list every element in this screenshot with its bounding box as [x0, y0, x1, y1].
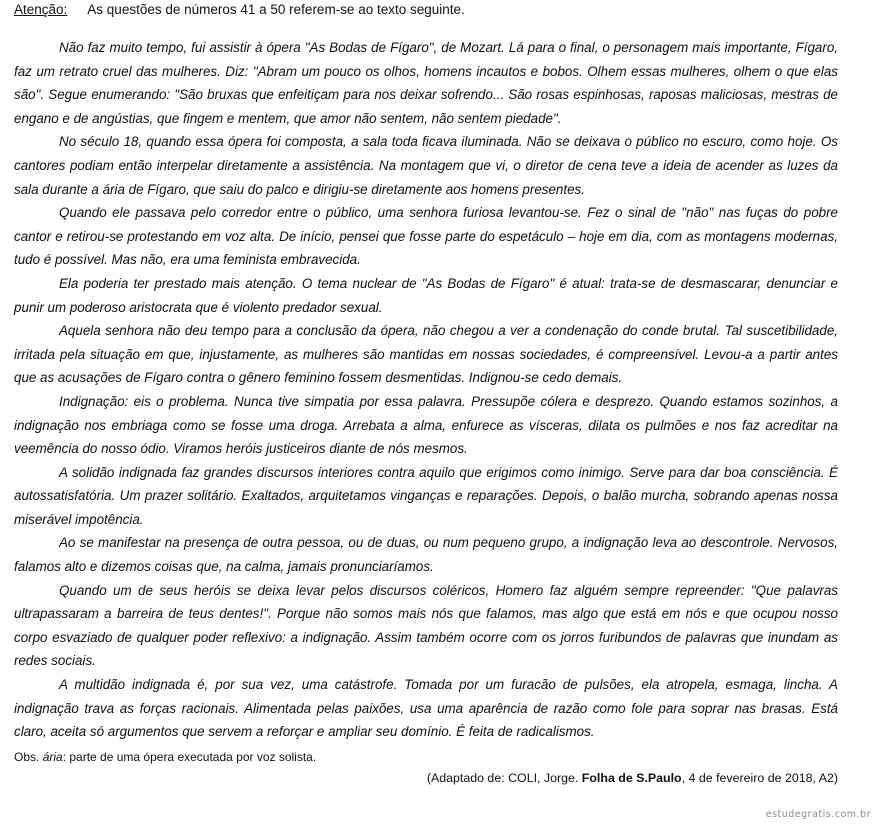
instruction-header	[14, 2, 465, 17]
paragraph-2: No século 18, quando essa ópera foi composta, a sala toda ficava iluminada. Não se deixava o público no escuro, como hoje. Os cantores podiam então interpelar diretamente a assistência. Na montagem que vi, o diretor de cena teve a ideia de acender as luzes da sala durante a ária de Fígaro, que saiu do palco e dirigiu-se diretamente aos homens presentes.	[14, 134, 838, 197]
note-prefix: Obs.	[14, 750, 43, 764]
paragraph-9: Quando um de seus heróis se deixa levar pelos discursos coléricos, Homero faz alguém sempre repreender: "Que palavras ultrapassaram a barreira de teus dentes!". Porque não somos mais nós que falamos, mas algo que está em nós e que ocupou nosso corpo esvaziado de qualquer poder reflexivo: a indignação. Assim também ocorre com os jorros furibundos de palavras que inundam as redes sociais.	[14, 582, 838, 669]
paragraph-8: Ao se manifestar na presença de outra pessoa, ou de duas, ou num pequeno grupo, a indignação leva ao descontrole. Nervosos, falamos alto e dizemos coisas que, na calma, jamais pronunciaríamos.	[14, 535, 838, 575]
attention-label: Atenção:	[14, 2, 68, 17]
paragraph-4: Ela poderia ter prestado mais atenção. O tema nuclear de "As Bodas de Fígaro" é atual: trata-se de desmascarar, denunciar e punir um poderoso aristocrata que é violento predador sexual.	[14, 275, 838, 315]
article-text	[14, 36, 838, 744]
paragraph-3: Quando ele passava pelo corredor entre o público, uma senhora furiosa levantou-se. Fez o sinal de "não" nas fuças do pobre cantor e retirou-se protestando em voz alta. De início, pensei que fosse parte do espetáculo – hoje em dia, com as montagens modernas, tudo é possível. Mas não, era uma feminista embravecida.	[14, 205, 838, 268]
glossary-note	[14, 750, 316, 764]
paragraph-10: A multidão indignada é, por sua vez, uma catástrofe. Tomada por um furacão de pulsões, ela atropela, esmaga, lincha. A indignação trava as forças racionais. Alimentada pelas paixões, usa uma aparência de razão como fole para soprar nas brasas. Está claro, aceita só argumentos que servem a reforçar e ampliar seu domínio. É feita de radicalismos.	[14, 677, 838, 740]
paragraph-5: Aquela senhora não deu tempo para a conclusão da ópera, não chegou a ver a condenação do conde brutal. Tal suscetibilidade, irritada pela situação em que, injustamente, as mulheres são mantidas em nossas sociedades, é compreensível. Levou-a a partir antes que as acusações de Fígaro contra o gênero feminino fossem desmentidas. Indignou-se cedo demais.	[14, 323, 838, 386]
paragraph-6: Indignação: eis o problema. Nunca tive simpatia por essa palavra. Pressupõe cólera e desprezo. Quando estamos sozinhos, a indignação nos embriaga como se fosse uma droga. Arrebata a alma, enfurece as vísceras, dilata os pulmões e nos faz acreditar na veemência do nosso ódio. Viramos heróis justiceiros diante de nós mesmos.	[14, 393, 838, 457]
site-watermark: estudegratis.com.br	[765, 809, 871, 820]
source-citation	[427, 771, 838, 785]
citation-publication: Folha de S.Paulo	[581, 771, 682, 785]
note-definition: : parte de uma ópera executada por voz solista.	[62, 750, 317, 764]
paragraph-7: A solidão indignada faz grandes discursos interiores contra aquilo que erigimos como inimigo. Serve para dar boa consciência. É autossatisfatória. Um prazer solitário. Exaltados, arquitetamos vinganças e reparações. Depois, o balão murcha, sobrando apenas nossa miserável impotência.	[14, 464, 838, 527]
instruction-text: As questões de números 41 a 50 referem-se ao texto seguinte.	[87, 2, 465, 17]
citation-before: (Adaptado de: COLI, Jorge.	[426, 771, 582, 785]
paragraph-1: Não faz muito tempo, fui assistir à ópera "As Bodas de Fígaro", de Mozart. Lá para o final, o personagem mais importante, Fígaro, faz um retrato cruel das mulheres. Diz: "Abram um pouco os olhos, homens incautos e bobos. Olhem essas mulheres, olhem o que elas são". Segue enumerando: "São bruxas que enfeitiçam para nos deixar sofrendo... São rosas espinhosas, raposas maliciosas, mestras de engano e de angústias, que fingem e mentem, que amor não sentem, não sentem piedade".	[14, 40, 838, 126]
citation-after: , 4 de fevereiro de 2018, A2)	[681, 771, 838, 785]
note-term: ária	[42, 750, 63, 764]
